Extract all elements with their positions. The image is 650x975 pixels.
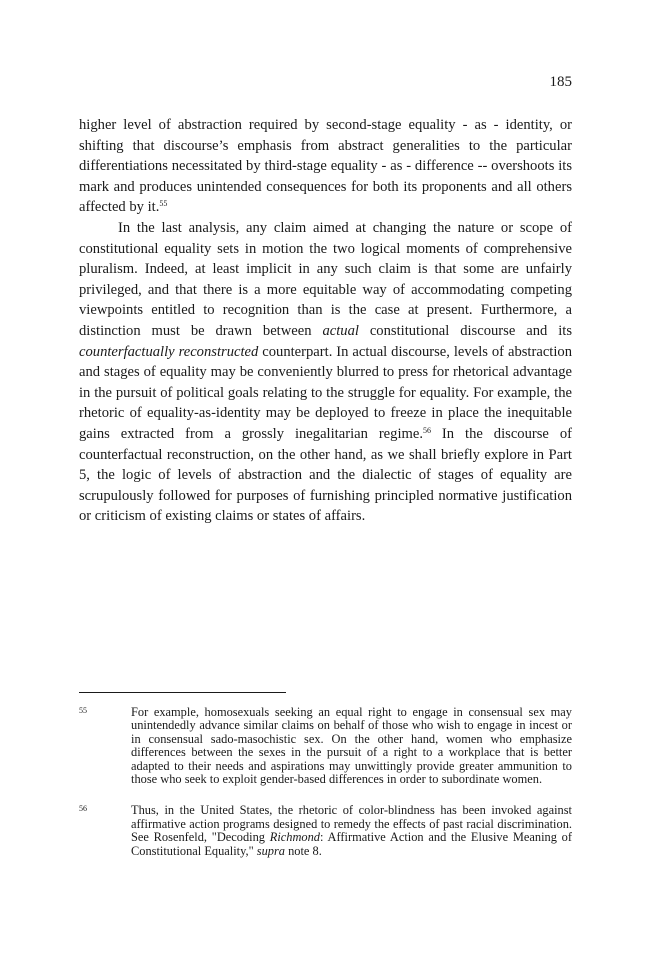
text-run: counterpart. In actual discourse, levels of abstraction and stages of equality may be conveniently blurred to press for rhetorical advantage in the pursuit of political goals relating to the struggle for equality. For example, the rhetoric of equality-as-identity may be deployed to freeze in place the inequitable gains extracted from a grossly inegalitarian regime. — [79, 343, 572, 442]
text-run: higher level of abstraction required by second-stage equality - as - identity, or shifting that discourse’s emphasis from abstract generalities to the particular differentiations necessitated by third-stage equality - as - difference -- overshoots its mark and produces unintended consequences for both its proponents and all others affected by it. — [79, 117, 572, 216]
italic-text: counterfactually reconstructed — [79, 343, 259, 360]
page-number: 185 — [549, 74, 572, 90]
paragraph — [79, 218, 572, 527]
text-run: Thus, in the United States, the rhetoric of color-blindness has been invoked against affirmative action programs designed to remedy the effects of past racial discrimination. See Rosenfeld, "Decoding — [131, 803, 572, 845]
footnote-number: 56 — [79, 804, 87, 814]
footnote — [79, 804, 572, 858]
footnote-ref: 56 — [423, 425, 431, 435]
text-run: For example, homosexuals seeking an equal right to engage in consensual sex may unintendedly advance similar claims on behalf of those who wish to engage in incest or in consensual sado-masochistic sex. On the other hand, women who emphasize differences between the sexes in the pursuit of a right to a workplace that is better adapted to their needs and aspirations may unwittingly provide greater ammunition to those who seek to exploit gender-based differences in order to subordinate women. — [131, 705, 572, 787]
footnote-number: 55 — [79, 706, 87, 715]
italic-text: actual — [322, 322, 359, 339]
footnote-ref: 55 — [159, 199, 168, 209]
text-run: constitutional discourse and its — [358, 322, 572, 339]
footnote-text — [131, 706, 572, 786]
footnote — [79, 706, 572, 786]
footnote-rule — [79, 692, 286, 693]
body-text — [79, 115, 572, 527]
text-run: In the discourse of counterfactual reconstruction, on the other hand, as we shall briefly explore in Part 5, the logic of levels of abstraction and the dialectic of stages of equality are scrupulously followed for purposes of furnishing principled normative justification or criticism of existing claims or states of affairs. — [79, 425, 572, 525]
footnote-text — [131, 804, 572, 858]
text-run: In the last analysis, any claim aimed at changing the nature or scope of constitutional equality sets in motion the two logical moments of comprehensive pluralism. Indeed, at least implicit in any such claim is that some are unfairly privileged, and that there is a more equitable way of accommodating competing viewpoints entitled to recognition than is the case at present. Furthermore, a distinction must be drawn between — [79, 219, 572, 339]
footnotes — [79, 706, 572, 876]
paragraph — [79, 115, 572, 218]
text-run: : Affirmative Action and the Elusive Meaning of Constitutional Equality," — [131, 830, 573, 858]
text-run: note 8. — [284, 843, 322, 858]
italic-text: Richmond — [269, 830, 321, 845]
italic-text: supra — [256, 843, 285, 858]
